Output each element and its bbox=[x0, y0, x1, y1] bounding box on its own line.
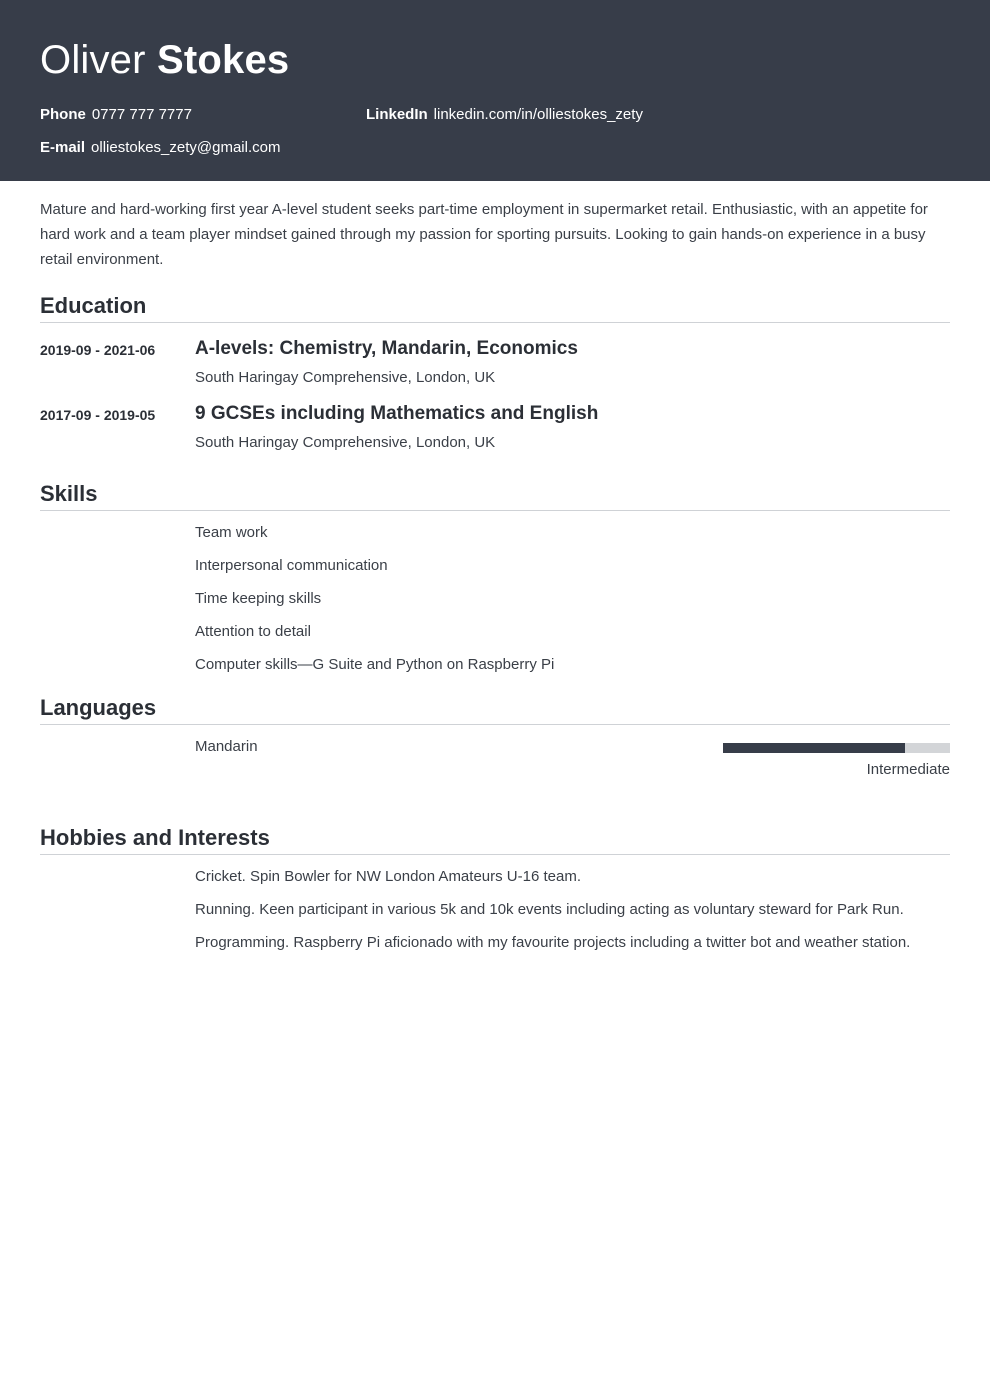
resume-body bbox=[0, 197, 990, 967]
languages-section bbox=[40, 694, 950, 810]
skills-heading: Skills bbox=[40, 480, 950, 511]
education-dates: 2017-09 - 2019-05 bbox=[40, 407, 156, 423]
languages-heading: Languages bbox=[40, 694, 950, 725]
linkedin-value[interactable]: linkedin.com/in/olliestokes_zety bbox=[433, 106, 643, 123]
profile-summary: Mature and hard-working first year A-level student seeks part-time employment in supermarket retail. Enthusiastic, with an appetite for hard work and a team player mindset gained through my passion for sporting pursuits. Looking to gain hands-on experience in a busy retail environment. bbox=[40, 201, 928, 268]
contact-phone bbox=[40, 106, 192, 123]
skill-item: Team work bbox=[195, 524, 268, 541]
phone-label: Phone bbox=[40, 106, 86, 123]
skills-list bbox=[40, 524, 950, 689]
education-item bbox=[40, 403, 950, 468]
email-label: E-mail bbox=[40, 139, 86, 156]
language-item bbox=[40, 738, 950, 810]
candidate-name bbox=[40, 38, 950, 82]
language-level: Intermediate bbox=[866, 761, 950, 778]
email-value[interactable]: olliestokes_zety@gmail.com bbox=[91, 139, 281, 156]
hobby-item: Running. Keen participant in various 5k and 10k events including acting as voluntary steward for Park Run. bbox=[195, 901, 904, 918]
last-name: Stokes bbox=[156, 38, 290, 82]
skill-item: Time keeping skills bbox=[195, 590, 322, 607]
education-title: A-levels: Chemistry, Mandarin, Economics bbox=[195, 338, 578, 359]
education-school: South Haringay Comprehensive, London, UK bbox=[195, 369, 496, 386]
hobbies-section bbox=[40, 824, 950, 967]
education-section bbox=[40, 292, 950, 468]
education-item bbox=[40, 338, 950, 403]
skill-item: Computer skills—G Suite and Python on Raspberry Pi bbox=[195, 656, 555, 673]
language-proficiency-bar bbox=[723, 743, 950, 753]
contact-info bbox=[40, 106, 950, 176]
skill-item: Interpersonal communication bbox=[195, 557, 388, 574]
hobby-item: Cricket. Spin Bowler for NW London Amateurs U-16 team. bbox=[195, 868, 581, 885]
education-heading: Education bbox=[40, 292, 950, 323]
hobbies-heading: Hobbies and Interests bbox=[40, 824, 950, 855]
education-dates: 2019-09 - 2021-06 bbox=[40, 342, 156, 358]
education-title: 9 GCSEs including Mathematics and English bbox=[195, 403, 599, 424]
contact-email bbox=[40, 139, 280, 156]
phone-value: 0777 777 7777 bbox=[91, 106, 192, 123]
language-proficiency-fill bbox=[723, 743, 905, 753]
education-school: South Haringay Comprehensive, London, UK bbox=[195, 434, 496, 451]
contact-linkedin bbox=[366, 106, 643, 123]
linkedin-label: LinkedIn bbox=[366, 106, 428, 123]
skills-section bbox=[40, 480, 950, 689]
skill-item: Attention to detail bbox=[195, 623, 311, 640]
first-name: Oliver bbox=[40, 38, 146, 82]
resume-header bbox=[0, 0, 990, 181]
hobby-item: Programming. Raspberry Pi aficionado with my favourite projects including a twitter bot and weather station. bbox=[195, 934, 911, 951]
language-name: Mandarin bbox=[195, 738, 258, 755]
hobbies-list bbox=[40, 868, 950, 967]
